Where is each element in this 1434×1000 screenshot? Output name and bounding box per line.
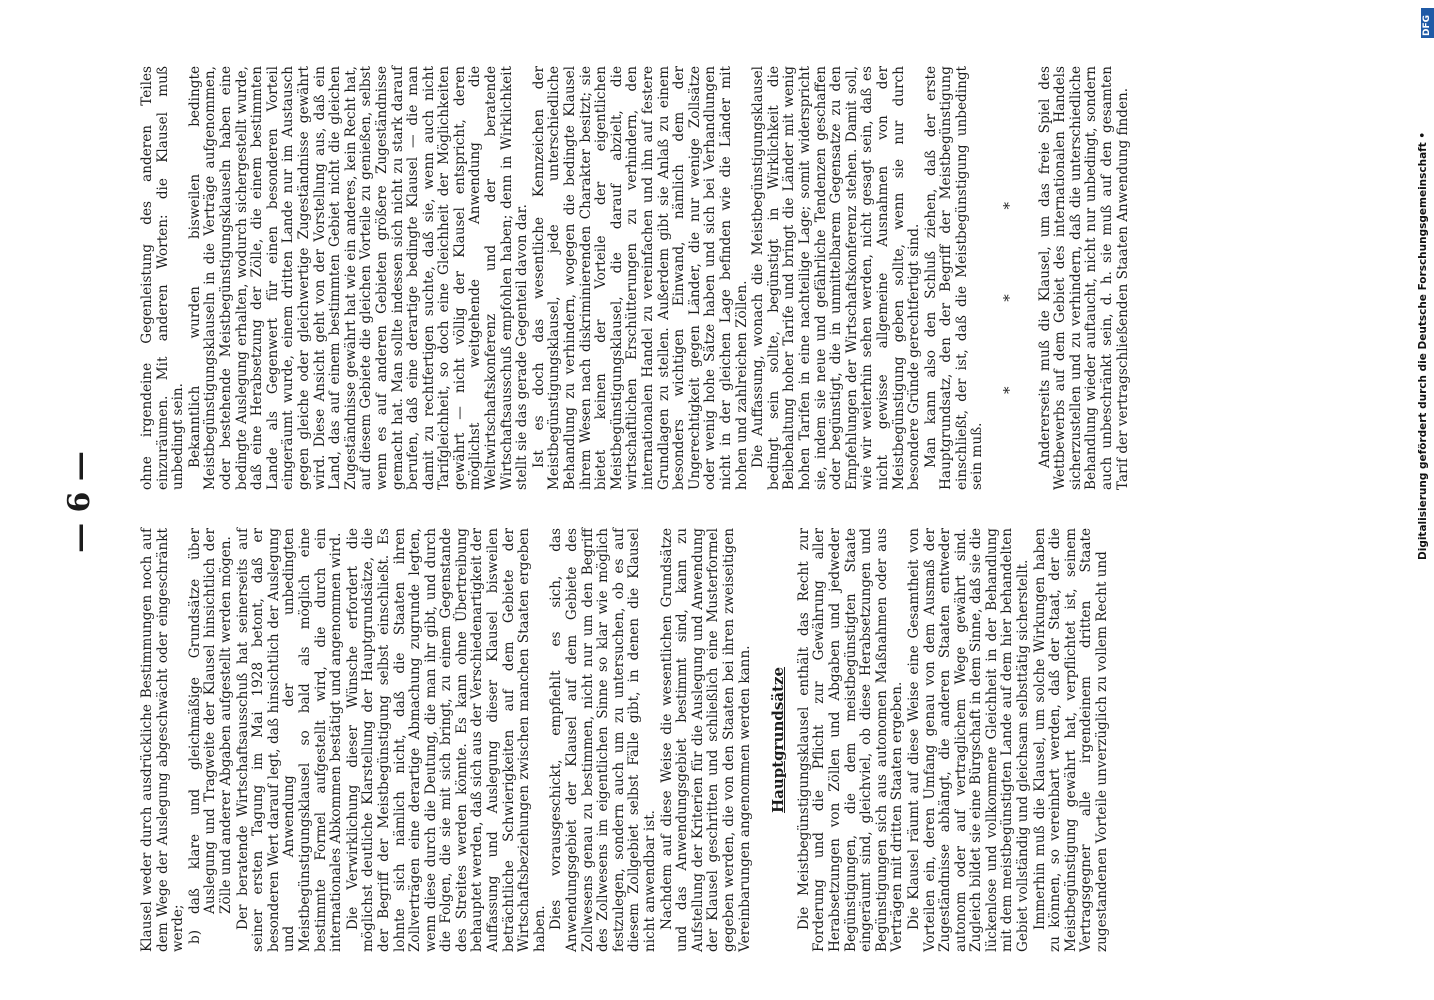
- digitization-credit-text: Digitalisierung gefördert durch die Deutsche Forschungsgemeinschaft •: [1417, 131, 1429, 560]
- paragraph: Nachdem auf diese Weise die wesentlichen Grundsätze und das Anwendungsgebiet bestimmt sind, kann zu Aufstellung der Kriterien für die Auslegung und Anwendung der Klausel geschritten und schließlich eine Musterformel gegeben werden, die von den Staaten bei ihren zweiseitigen Vereinbarungen angenommen werden kann.: [658, 528, 753, 952]
- paragraph: Immerhin muß die Klausel, um solche Wirkungen haben zu können, so vereinbart werden, daß der Staat, der die Meistbegünstigung gewährt hat, verpflichtet ist, seinem Vertragsgegner alle irgendeinem dritten Staate zugestandenen Vorteile unverzüglich zu vollem Recht und: [1031, 528, 1111, 952]
- paragraph: Ist es doch das wesentliche Kennzeichen der Meistbegünstigungsklausel, jede unterschiedliche Behandlung zu verhindern, wogegen die bedingte Klausel ihrem Wesen nach diskriminierenden Charakter besitzt; sie bietet keinen der Vorteile der eigentlichen Meistbegünstigungsklausel, die darauf abzielt, die wirtschaftlichen Erschütterungen zu verhindern, den internationalen Handel zu vereinfachen und ihn auf festere Grundlagen zu stellen. Außerdem gibt sie Anlaß zu einem besonders wichtigen Einwand, nämlich dem der Ungerechtigkeit gegen Länder, die nur wenige Zollsätze oder wenig hohe Sätze haben und sich bei Verhandlungen nicht in der gleichen Lage befinden wie die Länder mit hohen und zahlreichen Zöllen.: [530, 66, 750, 490]
- paragraph: Die Auffassung, wonach die Meistbegünstigungsklausel bedingt sein sollte, begünstigt in Wirklichkeit die Beibehaltung hoher Tarife und bringt die Länder mit wenig hohen Tarifen in eine nachteilige Lage; somit widerspricht sie, indem sie neue und gefährliche Tendenzen geschaffen oder begünstigt, die in unmittelbarem Gegensatze zu den Empfehlungen der Wirtschaftskonferenz stehen. Damit soll, wie wir weiterhin sehen werden, nicht gesagt sein, daß es nicht gewisse allgemeine Ausnahmen von der Meistbegünstigung geben sollte, wenn sie nur durch besondere Gründe gerechtfertigt sind.: [750, 66, 923, 490]
- paragraph: Klausel weder durch ausdrückliche Bestimmungen noch auf dem Wege der Auslegung abgeschwächt oder eingeschränkt werde;: [139, 528, 187, 952]
- paragraph: Andererseits muß die Klausel, um das freie Spiel des Wettbewerbs auf dem Gebiet des internationalen Handels sicherzustellen und zu verhindern, daß die unterschiedliche Behandlung wieder auftaucht, nicht nur unbedingt, sondern auch unbeschränkt sein, d. h. sie muß auf den gesamten Tarif der vertragschließenden Staaten Anwendung finden.: [1036, 66, 1131, 490]
- dfg-logo: [1421, 8, 1434, 38]
- page-number: — 6 —: [62, 451, 97, 553]
- paragraph: Der beratende Wirtschaftsausschuß hat seinerseits auf seiner ersten Tagung im Mai 1928 betont, daß er besonderen Wert darauf legt, daß hinsichtlich der Auslegung und Anwendung der unbedingten Meistbegünstigungsklausel so bald als möglich eine bestimmte Formel aufgestellt wird, die durch ein internationales Abkommen bestätigt und angenommen wird.: [234, 528, 345, 952]
- paragraph: Die Verwirklichung dieser Wünsche erfordert die möglichst deutliche Klarstellung der Hauptgrundsätze, die der Begriff der Meistbegünstigung selbst einschließt. Es lohnte sich nämlich nicht, daß die Staaten ihren Zollverträgen eine derartige Abmachung zugrunde legten, wenn diese durch die Deutung, die man ihr gibt, und durch die Folgen, die sie mit sich bringt, zu einem Gegenstande des Streites werden könnte. Es kann ohne Übertreibung behauptet werden, daß sich aus der Verschiedenartigkeit der Auffassung und Auslegung dieser Klausel bisweilen beträchtliche Schwierigkeiten auf dem Gebiete der Wirtschaftsbeziehungen zwischen manchen Staaten ergeben haben.: [344, 528, 548, 952]
- dfg-logo-text: DFG: [1422, 14, 1432, 36]
- rotated-document-page: [62, 52, 1302, 952]
- paragraph: Die Klausel räumt auf diese Weise eine Gesamtheit von Vorteilen ein, deren Umfang genau von dem Ausmaß der Zugeständnisse abhängt, die anderen Staaten entweder autonom oder auf vertraglichem Wege gewährt sind. Zugleich bildet sie eine Bürgschaft in dem Sinne, daß sie die lückenlose und vollkommene Gleichheit in der Behandlung mit dem meistbegünstigten Lande auf dem hier behandelten Gebiet vollständig und gleichsam selbsttätig sicherstellt.: [905, 528, 1032, 952]
- paragraph: Dies vorausgeschickt, empfiehlt es sich, das Anwendungsgebiet der Klausel auf dem Gebiete des Zollwesens genau zu bestimmen, nicht nur um den Begriff des Zollwesens im eigentlichen Sinne so klar wie möglich festzulegen, sondern auch um zu untersuchen, ob es auf diesem Zollgebiet selbst Fälle gibt, in denen die Klausel nicht anwendbar ist.: [548, 528, 658, 952]
- paragraph: ohne irgendeine Gegenleistung des anderen Teiles einzuräumen. Mit anderen Worten: die Klausel muß unbedingt sein.: [139, 66, 187, 490]
- section-separator: * * *: [1000, 161, 1019, 395]
- digitization-credit: [1417, 131, 1434, 580]
- list-item: [188, 528, 235, 952]
- left-column: [140, 528, 1112, 952]
- right-column: [140, 66, 1132, 490]
- list-item-marker: b): [186, 929, 203, 944]
- paragraph: Die Meistbegünstigungsklausel enthält das Recht zur Forderung und die Pflicht zur Gewährung aller Herabsetzungen von Zöllen und Abgaben und jedweder Begünstigungen, die dem meistbegünstigten Staate eingeräumt sind, gleichviel, ob diese Herabsetzungen und Begünstigungen sich aus autonomen Maßnahmen oder aus Verträgen mit dritten Staaten ergeben.: [795, 528, 906, 952]
- paragraph: Man kann also den Schluß ziehen, daß der erste Hauptgrundsatz, den der Begriff der Meistbegünstigung einschließt, der ist, daß die Meistbegünstigung unbedingt sein muß.: [922, 66, 986, 490]
- list-item-text: daß klare und gleichmäßige Grundsätze über Auslegung und Tragweite der Klausel hinsichtlich der Zölle und anderer Abgaben aufgestellt werden mögen.: [186, 528, 234, 914]
- paragraph: Bekanntlich wurden bisweilen bedingte Meistbegünstigungsklauseln in die Verträge aufgenommen, oder bestehende Meistbegünstigungsklauseln haben eine bedingte Auslegung erhalten, wodurch sichergestellt wurde, daß eine Herabsetzung der Zölle, die einem bestimmten Lande als Gegenwert für einen besonderen Vorteil eingeräumt wurde, einem dritten Lande nur im Austausch gegen gleiche oder gleichwertige Zugeständnisse gewährt wird. Diese Ansicht geht von der Vorstellung aus, daß ein Land, das auf einem bestimmten Gebiet nicht die gleichen Zugeständnisse gewährt hat wie ein anderes, kein Recht hat, auf diesem Gebiete die gleichen Vorteile zu genießen, selbst wenn es auf anderen Gebieten größere Zugeständnisse gemacht hat. Man sollte indessen sich nicht zu stark darauf berufen, daß eine derartige bedingte Klausel — die man damit zu rechtfertigen suchte, daß sie, wenn auch nicht Tarifgleichheit, so doch eine Gleichheit der Möglichkeiten gewährt — nicht völlig der Klausel entspricht, deren möglichst weitgehende Anwendung die Weltwirtschaftskonferenz und der beratende Wirtschaftsausschuß empfohlen haben; denn in Wirklichkeit stellt sie das gerade Gegenteil davon dar.: [186, 66, 531, 490]
- section-heading: Hauptgrundsätze: [769, 666, 788, 814]
